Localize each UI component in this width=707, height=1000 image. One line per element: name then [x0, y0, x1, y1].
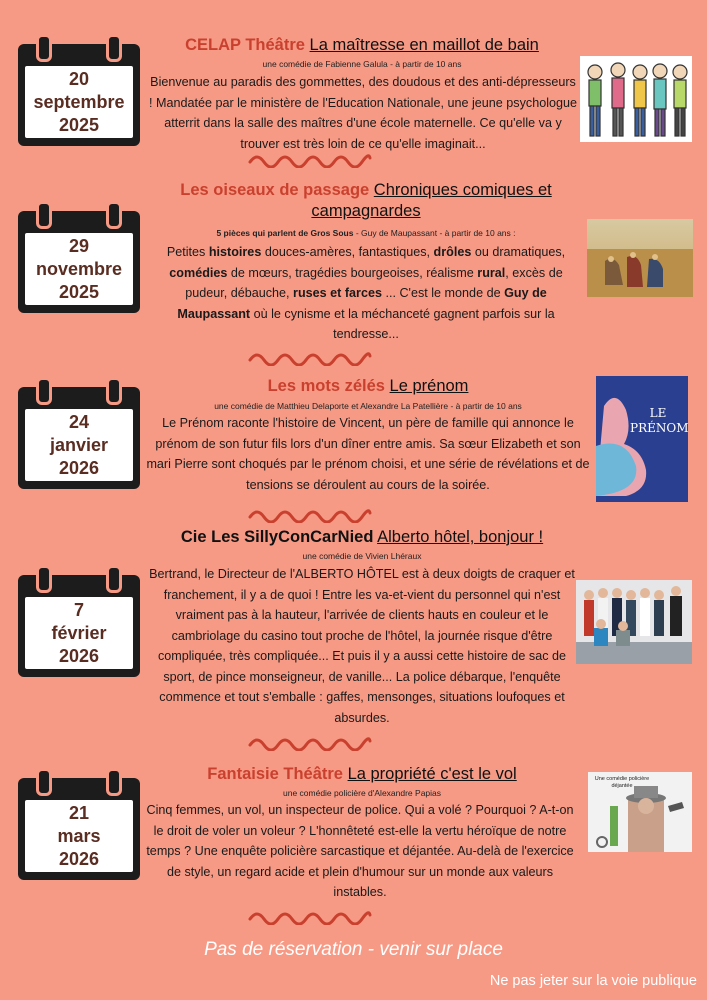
event-month: janvier	[49, 434, 109, 455]
show-title: Chroniques comiques et campagnardes	[311, 181, 552, 220]
company-name: Les oiseaux de passage	[180, 181, 370, 199]
le-prenom-poster	[596, 376, 688, 502]
event-subtitle: une comédie de Matthieu Delaporte et Alexandre La Patellière - à partir de 10 ans	[214, 401, 522, 411]
wave-divider	[248, 907, 372, 925]
show-title: La propriété c'est le vol	[347, 765, 517, 783]
event-description: Petites histoires douces-amères, fantastiques, drôles ou dramatiques, comédies de mœurs, tragédies bourgeoises, réalisme rural, excès de pudeur, débauche, ruses et farces ... C'est le monde de Guy de Maupassant où le cynisme et la méchanceté gagnent parfois sur la tendresse...	[166, 245, 566, 341]
wave-divider	[248, 150, 372, 168]
event-month: mars	[57, 825, 101, 846]
troupe-group-photo	[576, 580, 692, 664]
event-description: Le Prénom raconte l'histoire de Vincent, un père de famille qui annonce le prénom de son futur fils lors d'un dîner entre amis. Sa sœur Elizabeth et son mari Pierre sont choqués par le prénom choisi, et une série de révélations et de tensions se déroulent au cours de la soirée.	[146, 416, 590, 492]
reservation-notice: Pas de réservation - venir sur place	[204, 939, 503, 960]
event-year: 2026	[58, 848, 100, 869]
event-day: 24	[68, 411, 90, 432]
event-month: septembre	[33, 91, 125, 112]
event-month: novembre	[35, 258, 123, 279]
event-day: 7	[73, 599, 84, 620]
event-description: Bertrand, le Directeur de l'ALBERTO HÔTEL est à deux doigts de craquer et franchement, il y a de quoi ! Entre les va-et-vient du personnel qui n'est vraiment pas à la hauteur, l'arrivée de clients hauts en couleur et le cambriolage du casino tout proche de l'hôtel, la journée risque d'être compliquée, très compliquée... Et puis il y a aussi cette histoire de sac de sport, de pince monseigneur, de vanille... La police débarque, l'enquête commence et tout s'emballe : gaffes, mensonges, situations loufoques et absurdes.	[149, 567, 575, 725]
event-title	[148, 35, 576, 56]
poster-caption: Une comédie policière déjantée	[594, 776, 650, 789]
event-subtitle	[148, 227, 584, 240]
poster-title: LE PRÉNOM	[630, 406, 688, 435]
event-description: Cinq femmes, un vol, un inspecteur de police. Qui a volé ? Pourquoi ? A-t-on le droit de voler un voleur ? L'honnêteté est-elle la vertu héroïque de notre temps ? Une enquête policière sarcastique et déjantée. Au-delà de l'exercice de style, un regard acide et plein d'humour sur un monde aux valeurs instables.	[146, 803, 574, 899]
show-title: Alberto hôtel, bonjour !	[377, 528, 544, 546]
wave-divider	[248, 733, 372, 751]
detective-poster	[588, 772, 692, 852]
company-name: Cie Les SillyConCarNied	[180, 528, 374, 546]
event-title	[148, 764, 576, 785]
subtitle-rest: - Guy de Maupassant - à partir de 10 ans :	[353, 228, 516, 238]
event-month: février	[51, 622, 107, 643]
event-subtitle: une comédie de Fabienne Galula - à partir de 10 ans	[262, 59, 462, 69]
public-road-notice: Ne pas jeter sur la voie publique	[489, 973, 697, 989]
comedy-characters-illustration	[580, 56, 692, 142]
company-name: CELAP Théâtre	[185, 36, 305, 54]
pregnant-figure-icon	[596, 376, 688, 502]
company-name: Fantaisie Théâtre	[207, 765, 343, 783]
event-year: 2025	[58, 281, 100, 302]
event-title	[148, 376, 588, 397]
event-description: Bienvenue au paradis des gommettes, des doudous et des anti-dépresseurs ! Mandatée par le ministère de l'Education Nationale, une jeune psychologue atterrit dans la salle des maîtres d'une école maternelle. Ce qu'elle va y trouver est très loin de ce qu'elle imaginait...	[148, 75, 578, 151]
event-day: 20	[68, 68, 90, 89]
show-title: La maîtresse en maillot de bain	[309, 36, 539, 54]
event-year: 2025	[58, 114, 100, 135]
subtitle-bold: 5 pièces qui parlent de Gros Sous	[216, 228, 354, 238]
company-name: Les mots zélés	[267, 377, 385, 395]
event-year: 2026	[58, 645, 100, 666]
event-title	[148, 527, 576, 548]
event-subtitle: une comédie de Vivien Lhéraux	[302, 551, 422, 561]
event-year: 2026	[58, 457, 100, 478]
gleaners-painting	[587, 219, 693, 297]
show-title: Le prénom	[389, 377, 469, 395]
wave-divider	[248, 348, 372, 366]
event-subtitle: une comédie policière d'Alexandre Papias	[282, 788, 442, 798]
event-day: 21	[68, 802, 90, 823]
event-day: 29	[68, 235, 90, 256]
wave-divider	[248, 505, 372, 523]
event-title	[148, 180, 584, 222]
